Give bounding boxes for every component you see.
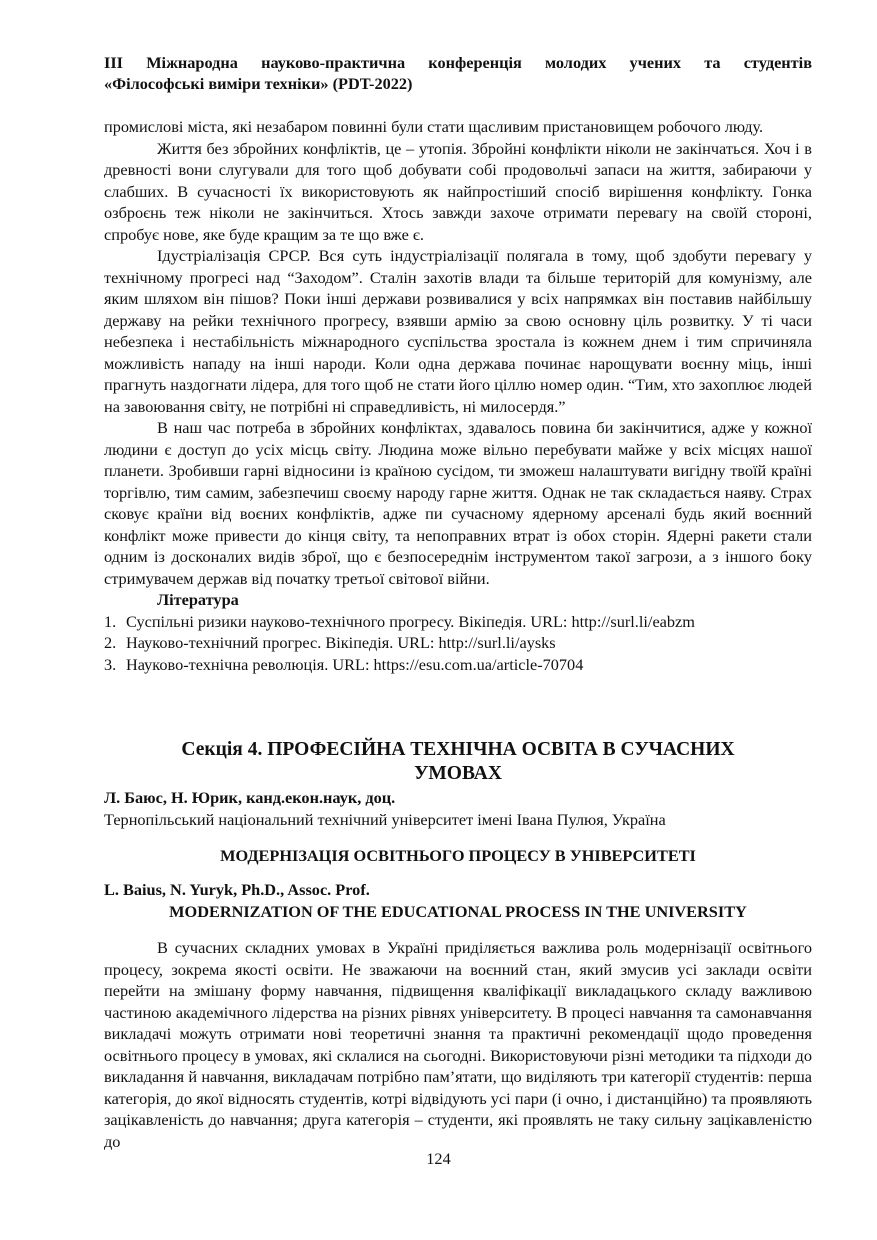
section-title — [104, 738, 812, 786]
running-header — [104, 52, 812, 94]
reference-item — [104, 654, 812, 676]
affiliation: Тернопільський національний технічний університет імені Івана Пулюя, Україна — [104, 809, 666, 829]
page-number: 124 — [426, 1149, 451, 1168]
english-block — [104, 879, 812, 922]
reference-item — [104, 611, 812, 633]
previous-article-text — [104, 116, 812, 675]
paragraph: промислові міста, які незабаром повинні були стати щасливим пристановищем робочого люду. — [104, 117, 764, 136]
reference-item — [104, 632, 812, 654]
header-line-1: ІІІ Міжнародна науково-практична конференція молодих учених та студентів — [104, 53, 812, 72]
article-body — [104, 937, 812, 1152]
reference-text: Суспільні ризики науково-технічного прогресу. Вікіпедія. URL: http://surl.li/eabzm — [126, 611, 695, 631]
paragraph: Життя без збройних конфліктів, це – утопія. Збройні конфлікти ніколи не закінчаться. Хоч і в древності вони слугували для того щоб добувати собі продовольчі запаси на життя, забираючи у слабших. В сучасності їх використовують як найпростіший спосіб вирішення конфлікту. Гонка озброєнь теж ніколи не закінчиться. Хтось завжди захоче отримати перевагу на своїй стороні, спробує нове, яке буде кращим за те що вже є. — [104, 138, 812, 244]
section-title-line-2: УМОВАХ — [414, 763, 502, 784]
reference-number: 3. — [104, 654, 117, 674]
article-title-en: MODERNIZATION OF THE EDUCATIONAL PROCESS IN THE UNIVERSITY — [169, 901, 747, 921]
section-title-line-1: Секція 4. ПРОФЕСІЙНА ТЕХНІЧНА ОСВІТА В СУЧАСНИХ — [181, 739, 735, 760]
paragraph: В сучасних складних умовах в Україні приділяється важлива роль модернізації освітнього процесу, зокрема якості освіти. Не зважаючи на воєнний стан, який змусив усі заклади освіти перейти на змішану форму навчання, підвищення кваліфікації викладацького складу важливою частиною академічного лідерства на різних рівнях університету. В процесі навчання та самонавчання викладачі можуть отримати нові теоретичні знання та практичні рекомендації щодо проведення освітнього процесу в умовах, які склалися на сьогодні. Використовуючи різні методики та підходи до викладання й навчання, викладачам потрібно пам’ятати, що виділяють три категорії студентів: перша категорія, до якої відносять студентів, котрі відвідують усі пари (і очно, і дистанційно) та проявляють зацікавленість до навчання; друга категорія – студенти, які проявлять не таку сильну зацікавленістю до — [104, 938, 812, 1151]
reference-number: 1. — [104, 611, 117, 631]
reference-list — [104, 611, 812, 676]
article-title-ua: МОДЕРНІЗАЦІЯ ОСВІТНЬОГО ПРОЦЕСУ В УНІВЕРСИТЕТІ — [220, 846, 696, 865]
reference-text: Науково-технічна революція. URL: https://esu.com.ua/article-70704 — [126, 654, 584, 674]
authors-en: L. Baius, N. Yuryk, Ph.D., Assoc. Prof. — [104, 880, 370, 899]
authors-ua: Л. Баюс, Н. Юрик, канд.екон.наук, доц. — [104, 788, 396, 807]
paragraph: Ідустріалізація СРСР. Вся суть індустріалізації полягала в тому, щоб здобути перевагу у технічному прогресі над “Заходом”. Сталін захотів влади та більше територій для комунізму, але яким шляхом він пішов? Поки інші держави розвивалися у всіх напрямках він поставив найбільшу державу на рейки технічного прогресу, взявши армію за свою основну ціль розвитку. У ті часи небезпека і нестабільність міжнародного суспільства зростала із кожнем днем і тим спричиняла можливість нападу на інші народи. Коли одна держава починає нарощувати воєнну міць, інші прагнуть наздогнати лідера, для того щоб не стати його ціллю номер один. “Тим, хто захоплює людей на завоювання світу, не потрібні ні справедливість, ні милосердя.” — [104, 246, 812, 416]
literature-heading: Література — [157, 590, 239, 609]
header-line-2: «Філософські виміри техніки» (PDT-2022) — [104, 74, 413, 93]
reference-number: 2. — [104, 633, 117, 652]
paragraph: В наш час потреба в збройних конфліктах, здавалось повина би закінчитися, адже у кожної людини є доступ до усіх місць світу. Людина може вільно перебувати майже у всіх місцях нашої планети. Зробивши гарні відносини із країною сусідом, ти зможеш налаштувати вигідну твоїй країні торгівлю, тим самим, забезпечиш своєму народу гарне життя. Однак не так складається наяву. Страх сковує країни від воєних конфліктів, адже пи сучасному ядерному арсеналі будь який воєнний конфлікт може привести до кінця світу, та непоправних втрат із обох сторін. Ядерні ракети стали одним із досконалих видів зброї, що є безпосереднім інструментом такої загрози, а з іншого боку стримувачем держав від початку третьої світової війни. — [104, 418, 812, 588]
authors-block — [104, 787, 812, 830]
reference-text: Науково-технічний прогрес. Вікіпедія. URL: http://surl.li/aysks — [126, 633, 556, 652]
